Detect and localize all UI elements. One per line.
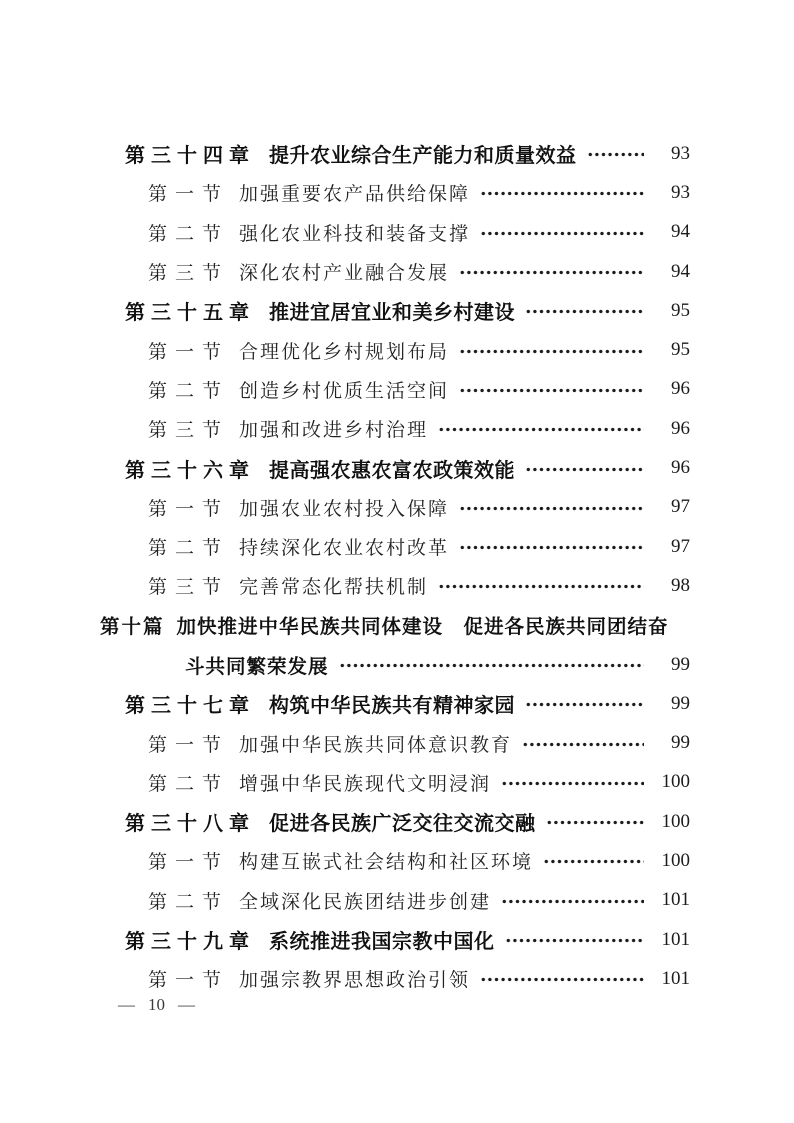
toc-entry-page: 101 [661,967,690,989]
toc-entry[interactable] [100,488,690,527]
toc-entry[interactable] [100,173,690,212]
toc-entry-number: 第三节 [148,577,230,599]
toc-entry-page: 97 [671,496,690,518]
toc-entry-number: 第三十七章 [125,695,255,718]
toc-entry-number: 第二节 [148,223,230,245]
page-footer [118,995,195,1015]
toc-entry-title: 完善常态化帮扶机制 [239,577,429,599]
toc-entry[interactable] [100,645,690,684]
toc-entry-page: 93 [671,181,690,203]
toc-entry-page: 100 [661,849,690,871]
toc-entry[interactable] [100,448,690,487]
toc-entry-page: 101 [661,928,690,950]
toc-entry[interactable] [100,920,690,959]
toc-entry[interactable] [100,723,690,762]
toc-entry-page: 93 [671,142,690,164]
toc-entry-page: 96 [671,378,690,400]
toc-entry-number: 第二节 [148,891,230,913]
toc-entry-title: 加强宗教界思想政治引领 [239,970,471,992]
dot-leader [480,230,644,237]
toc-entry[interactable] [100,684,690,723]
toc-entry-number: 第一节 [148,970,230,992]
dot-leader [459,544,644,551]
toc-entry-number: 第三十四章 [125,145,255,168]
toc-entry-page: 95 [671,299,690,321]
toc-entry-title: 强化农业科技和装备支撑 [239,223,471,245]
dot-leader [525,701,644,708]
toc-entry-title: 构建互嵌式社会结构和社区环境 [239,852,534,874]
dot-leader [459,387,644,394]
toc-entry-page: 101 [661,889,690,911]
toc-entry-page: 99 [671,732,690,754]
toc-entry-title: 加快推进中华民族共同体建设 促进各民族共同团结奋 [176,616,669,639]
dot-leader [480,976,644,983]
toc-entry-title: 提升农业综合生产能力和质量效益 [269,145,577,168]
toc-entry[interactable] [100,409,690,448]
toc-entry-page: 99 [671,653,690,675]
toc-entry-page: 97 [671,535,690,557]
toc-entry-title: 持续深化农业农村改革 [239,538,450,560]
toc-entry[interactable] [100,330,690,369]
footer-page-number: 10 [148,995,165,1014]
toc-entry[interactable] [100,606,690,645]
toc-entry-page: 96 [671,417,690,439]
toc-entry-title: 构筑中华民族共有精神家园 [269,695,515,718]
dot-leader [525,466,644,473]
toc-entry-title: 增强中华民族现代文明浸润 [239,773,492,795]
dot-leader [459,505,644,512]
toc-entry[interactable] [100,370,690,409]
table-of-contents [0,134,794,999]
toc-entry[interactable] [100,763,690,802]
toc-entry-number: 第三十八章 [125,813,255,836]
footer-dash-right: — [178,995,195,1014]
toc-entry-number: 第三十五章 [125,302,255,325]
dot-leader [501,780,644,787]
toc-entry-number: 第十篇 [100,616,165,639]
toc-entry[interactable] [100,213,690,252]
dot-leader [339,662,644,669]
toc-entry-page: 99 [671,692,690,714]
toc-entry-title: 加强农业农村投入保障 [239,498,450,520]
toc-entry-number: 第二节 [148,380,230,402]
dot-leader [459,348,644,355]
toc-entry-page: 95 [671,339,690,361]
dot-leader [522,741,644,748]
toc-entry-title: 加强中华民族共同体意识教育 [239,734,513,756]
dot-leader [505,937,645,944]
toc-entry-title: 加强重要农产品供给保障 [239,184,471,206]
toc-entry-title: 创造乡村优质生活空间 [239,380,450,402]
toc-entry-number: 第二节 [148,773,230,795]
toc-entry-number: 第二节 [148,538,230,560]
dot-leader [546,819,645,826]
dot-leader [587,151,645,158]
toc-entry-page: 100 [661,810,690,832]
toc-entry-title: 加强和改进乡村治理 [239,420,429,442]
toc-entry-title: 斗共同繁荣发展 [185,655,329,678]
toc-entry[interactable] [100,881,690,920]
toc-entry-title: 系统推进我国宗教中国化 [269,931,495,954]
toc-entry-page: 98 [671,574,690,596]
toc-entry-number: 第一节 [148,341,230,363]
toc-entry-number: 第一节 [148,498,230,520]
dot-leader [438,583,644,590]
toc-entry[interactable] [100,527,690,566]
toc-entry-title: 全域深化民族团结进步创建 [239,891,492,913]
toc-entry-title: 提高强农惠农富农政策效能 [269,459,515,482]
toc-entry-title: 深化农村产业融合发展 [239,263,450,285]
toc-entry[interactable] [100,566,690,605]
dot-leader [459,269,644,276]
toc-entry-number: 第一节 [148,852,230,874]
toc-entry[interactable] [100,841,690,880]
toc-entry-page: 100 [661,771,690,793]
toc-entry-title: 合理优化乡村规划布局 [239,341,450,363]
toc-entry-number: 第三节 [148,263,230,285]
toc-entry-title: 促进各民族广泛交往交流交融 [269,813,536,836]
toc-entry[interactable] [100,802,690,841]
dot-leader [438,426,644,433]
toc-entry-page: 96 [671,457,690,479]
toc-entry-number: 第三十六章 [125,459,255,482]
toc-entry-page: 94 [671,260,690,282]
toc-entry-page: 94 [671,221,690,243]
dot-leader [525,308,644,315]
toc-entry-number: 第三节 [148,420,230,442]
toc-entry[interactable] [100,291,690,330]
toc-entry-number: 第一节 [148,734,230,756]
toc-entry[interactable] [100,959,690,998]
toc-entry-title: 推进宜居宜业和美乡村建设 [269,302,515,325]
toc-entry-number: 第一节 [148,184,230,206]
dot-leader [543,858,644,865]
footer-dash-left: — [118,995,135,1014]
toc-entry[interactable] [100,252,690,291]
toc-entry[interactable] [100,134,690,173]
dot-leader [501,898,644,905]
toc-entry-number: 第三十九章 [125,931,255,954]
dot-leader [480,190,644,197]
